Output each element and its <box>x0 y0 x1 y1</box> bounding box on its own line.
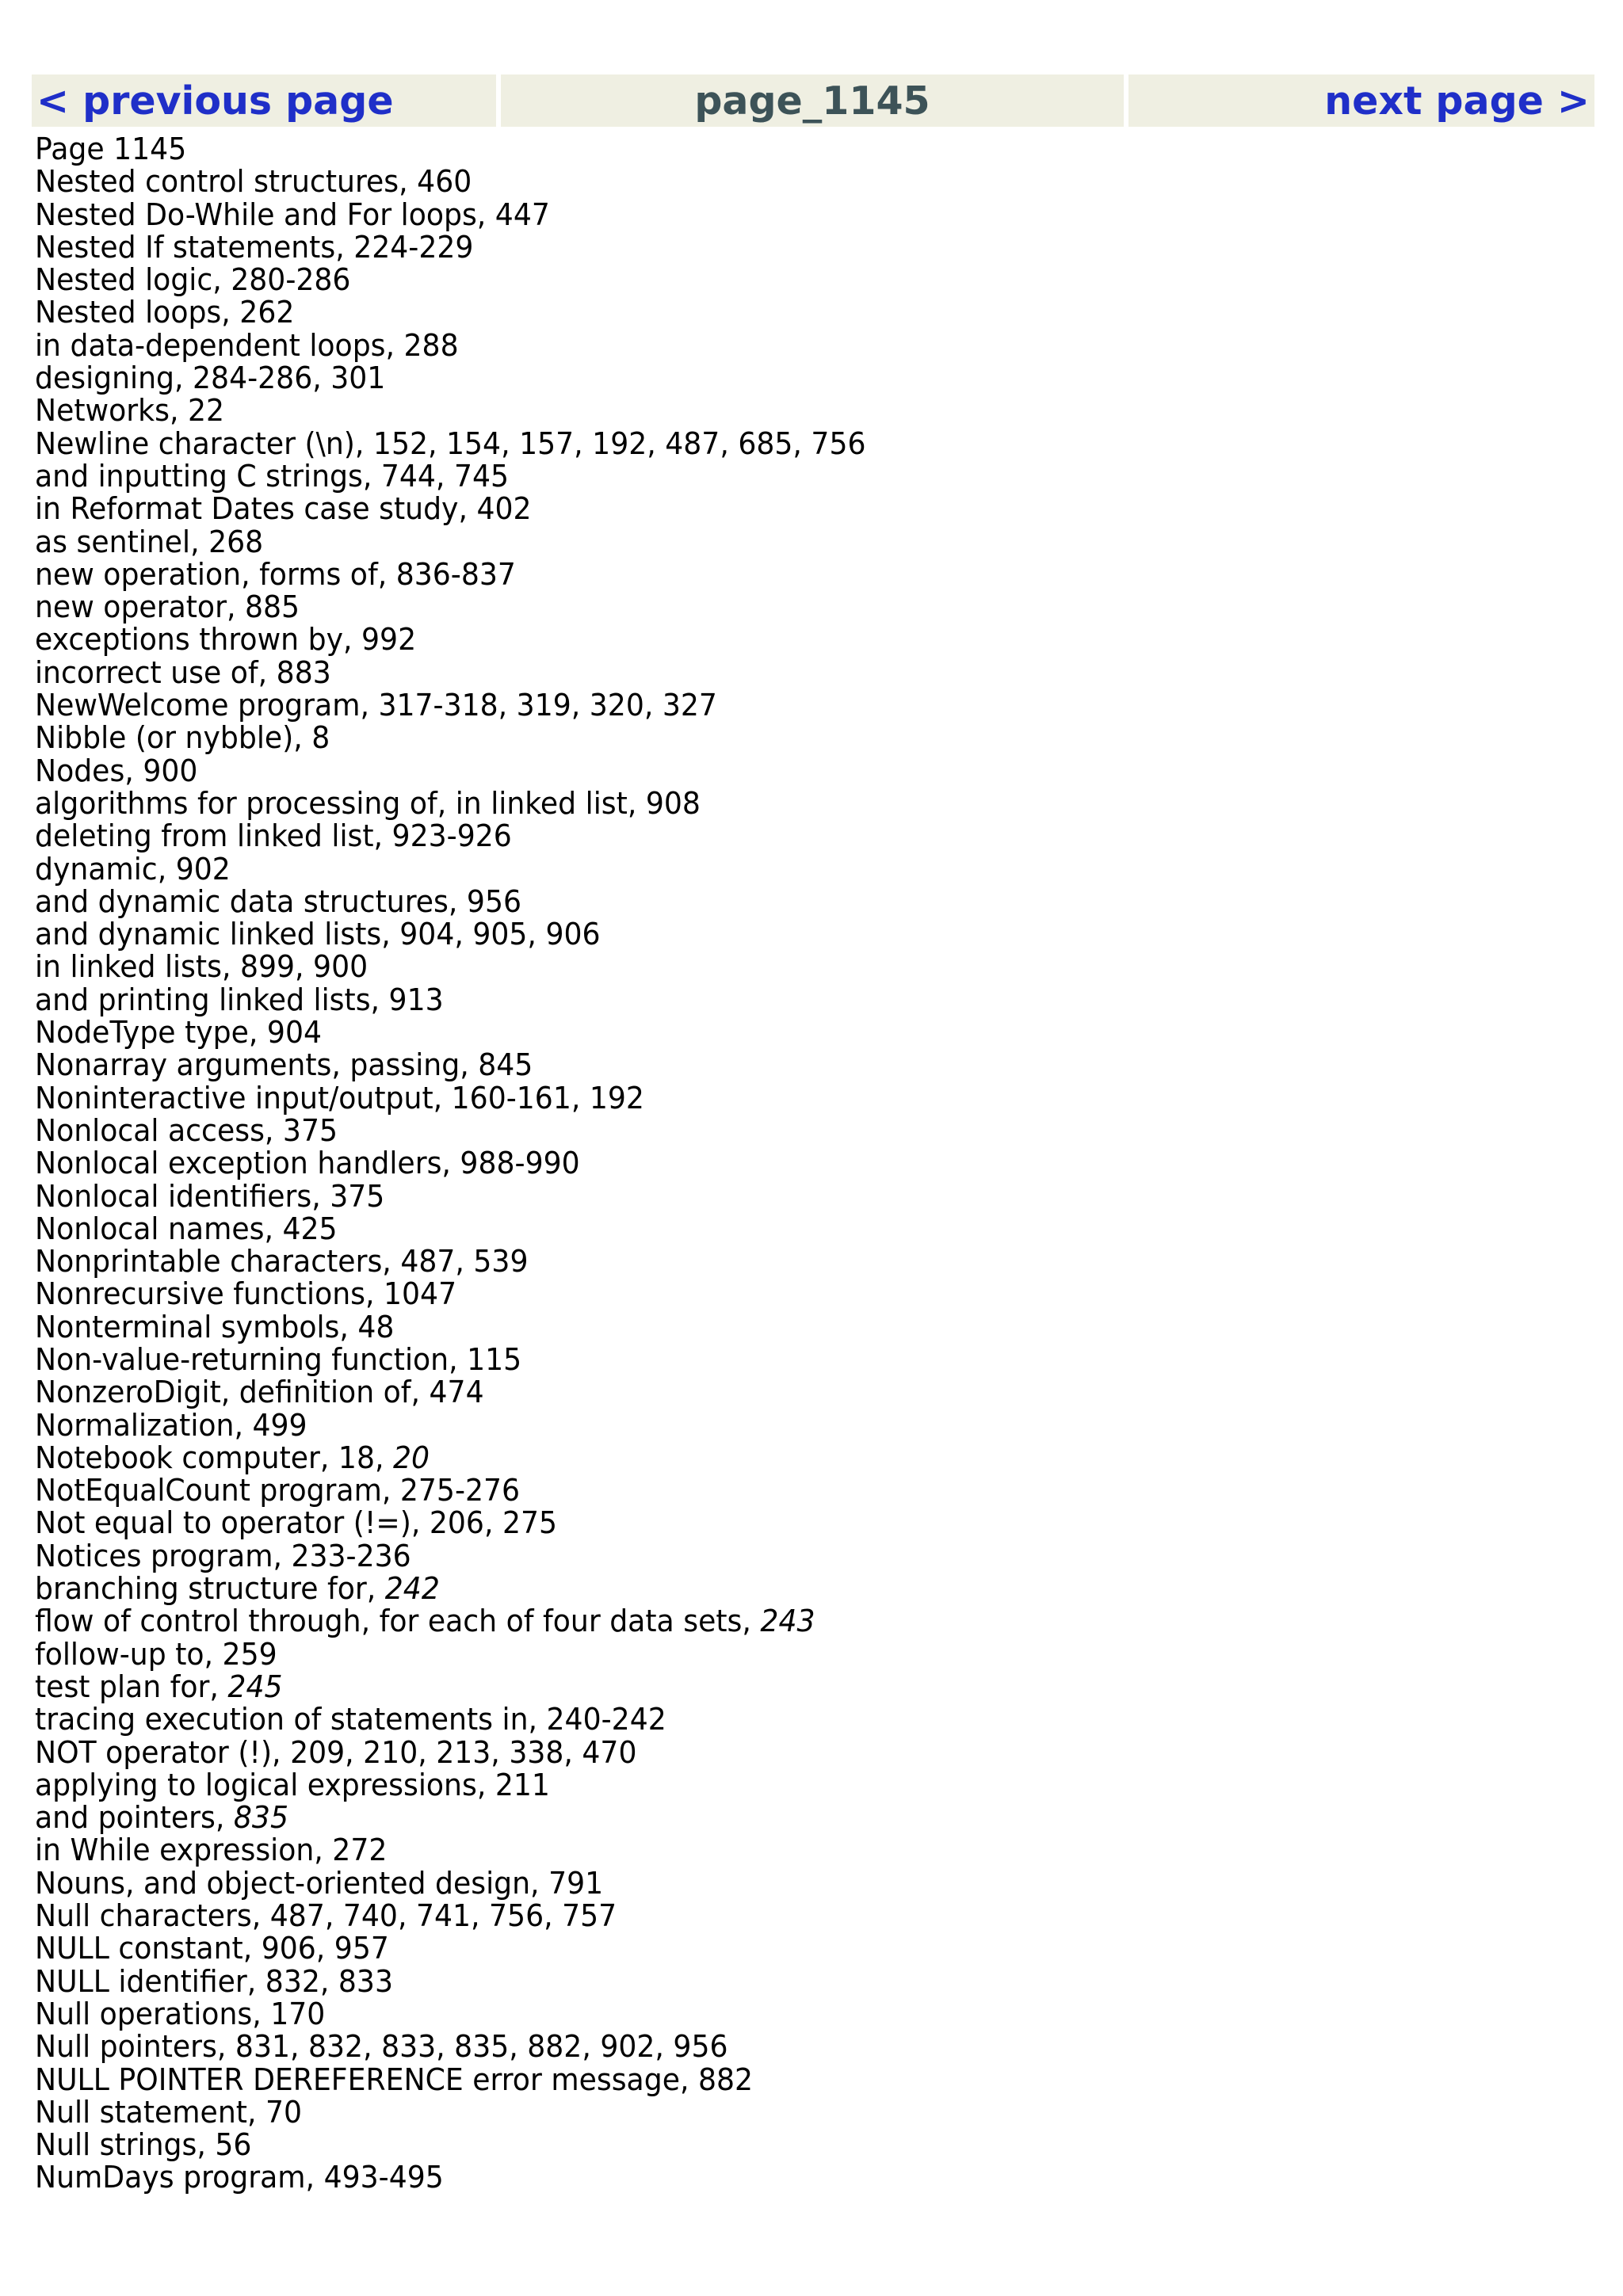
index-entry-text: and dynamic data structures, 956 <box>35 883 521 920</box>
index-entry-text: NewWelcome program, 317-318, 319, 320, 327 <box>35 688 717 724</box>
index-entry-text: Nibble (or nybble), 8 <box>35 720 330 757</box>
index-entry <box>35 1180 1480 1213</box>
index-entry-text: Nodes, 900 <box>35 753 198 789</box>
index-entry <box>35 166 1480 198</box>
index-entry <box>35 1276 1480 1313</box>
index-entry <box>35 1638 1480 1671</box>
index-entry-text: in linked lists, 899, 900 <box>35 949 369 986</box>
index-entry-text: Nonlocal identifiers, 375 <box>35 1178 385 1215</box>
index-entry-text: algorithms for processing of, in linked list, 908 <box>35 785 701 822</box>
index-entry <box>35 1213 1480 1245</box>
index-entry <box>35 1245 1480 1278</box>
index-entry <box>35 1734 1480 1771</box>
index-entry <box>35 2031 1480 2063</box>
index-entry <box>35 1834 1480 1867</box>
page-navigation-bar <box>32 74 1594 127</box>
index-entry <box>35 1442 1480 1474</box>
index-entry-text: in While expression, 272 <box>35 1833 388 1869</box>
previous-page-cell <box>32 74 496 127</box>
index-entry <box>35 755 1480 788</box>
index-entry-text: Nested loops, 262 <box>35 295 295 331</box>
index-entry <box>35 231 1480 264</box>
index-entry-text: Nested Do-While and For loops, 447 <box>35 196 550 233</box>
index-entry-text: NotEqualCount program, 275-276 <box>35 1473 521 1509</box>
index-entry-text: flow of control through, for each of four data sets, <box>35 1604 761 1640</box>
index-entry-text: applying to logical expressions, 211 <box>35 1767 550 1803</box>
index-entry-text: Null statement, 70 <box>35 2094 303 2130</box>
index-entry <box>35 1376 1480 1409</box>
index-entry <box>35 818 1480 855</box>
index-entry <box>35 296 1480 329</box>
index-entry-text: Noninteractive input/output, 160-161, 192 <box>35 1080 644 1116</box>
index-entry <box>35 2096 1480 2129</box>
index-entry <box>35 2061 1480 2098</box>
next-page-cell <box>1128 74 1594 127</box>
index-entry-text: NumDays program, 493-495 <box>35 2160 444 2196</box>
index-entry <box>35 2127 1480 2164</box>
italic-page-reference: 243 <box>760 1604 815 1640</box>
index-entry <box>35 1341 1480 1378</box>
index-entry-text: Networks, 22 <box>35 393 225 429</box>
index-entry <box>35 425 1480 462</box>
index-entry-text: tracing execution of statements in, 240-242 <box>35 1702 666 1738</box>
index-entry <box>35 262 1480 299</box>
page-title: page_1145 <box>694 78 930 124</box>
index-entry-text: Nested control structures, 460 <box>35 164 472 200</box>
index-entry <box>35 1147 1480 1180</box>
index-entry <box>35 2161 1480 2194</box>
page-title-cell <box>501 74 1124 127</box>
index-entry <box>35 526 1480 559</box>
index-entry-text: Nonlocal access, 375 <box>35 1112 338 1149</box>
index-entry-text: Null strings, 56 <box>35 2127 252 2164</box>
index-entry-text: and dynamic linked lists, 904, 905, 906 <box>35 917 601 953</box>
index-entry-text: Nonterminal symbols, 48 <box>35 1309 395 1345</box>
index-entry <box>35 1932 1480 1965</box>
index-entry-text: dynamic, 902 <box>35 851 231 887</box>
index-entry-text: deleting from linked list, 923-926 <box>35 818 512 855</box>
index-entry <box>35 1769 1480 1802</box>
index-entry <box>35 491 1480 528</box>
index-entry <box>35 918 1480 951</box>
italic-page-reference: 245 <box>227 1669 283 1705</box>
index-entry-text: Page 1145 <box>35 132 187 167</box>
index-entry-text: exceptions thrown by, 992 <box>35 622 417 658</box>
index-entry <box>35 1311 1480 1344</box>
index-entry-text: designing, 284-286, 301 <box>35 360 386 397</box>
index-entry-text: Notebook computer, 18, <box>35 1440 393 1476</box>
index-entry-text: and printing linked lists, 913 <box>35 982 444 1018</box>
index-entry-text: test plan for, <box>35 1669 228 1705</box>
index-entry-text: Nouns, and object-oriented design, 791 <box>35 1865 604 1901</box>
index-entry <box>35 1605 1480 1638</box>
index-entry-text: Non-value-returning function, 115 <box>35 1341 522 1378</box>
index-entry <box>35 327 1480 364</box>
index-entry <box>35 196 1480 233</box>
index-entry-text: NodeType type, 904 <box>35 1015 323 1051</box>
index-entry <box>35 1963 1480 2000</box>
index-entry <box>35 556 1480 593</box>
index-entry <box>35 689 1480 722</box>
index-entry-text: Nonprintable characters, 487, 539 <box>35 1244 529 1280</box>
index-entry-text: Nested logic, 280-286 <box>35 262 351 299</box>
index-entry <box>35 1540 1480 1573</box>
index-entry <box>35 1571 1480 1608</box>
index-entry <box>35 591 1480 624</box>
index-entry <box>35 1867 1480 1900</box>
index-entry <box>35 1474 1480 1507</box>
index-entry <box>35 1703 1480 1736</box>
index-entry <box>35 949 1480 986</box>
index-entry <box>35 460 1480 493</box>
index-entry <box>35 362 1480 395</box>
index-entry-text: Normalization, 499 <box>35 1407 307 1444</box>
page-number-heading <box>35 133 1480 166</box>
index-entry-text: NULL constant, 906, 957 <box>35 1931 389 1967</box>
index-entry <box>35 1409 1480 1442</box>
index-entry <box>35 1802 1480 1834</box>
index-entry-text: in data-dependent loops, 288 <box>35 327 459 364</box>
index-entry <box>35 395 1480 427</box>
index-entry-text: in Reformat Dates case study, 402 <box>35 491 532 528</box>
index-entry <box>35 1671 1480 1703</box>
next-page-link[interactable]: next page > <box>1324 78 1590 124</box>
index-entry <box>35 1112 1480 1149</box>
index-entry-text: and inputting C strings, 744, 745 <box>35 458 510 494</box>
index-entry-text: Null pointers, 831, 832, 833, 835, 882, 902, 956 <box>35 2029 728 2065</box>
index-entry-text: NULL POINTER DEREFERENCE error message, 882 <box>35 2061 754 2098</box>
index-entry-text: Null characters, 487, 740, 741, 756, 757 <box>35 1898 617 1935</box>
index-entry-text: Nonrecursive functions, 1047 <box>35 1276 457 1313</box>
index-entries <box>35 133 1572 2195</box>
index-entry-text: branching structure for, <box>35 1571 385 1608</box>
index-entry <box>35 1898 1480 1935</box>
index-entry <box>35 624 1480 656</box>
italic-page-reference: 242 <box>384 1571 440 1608</box>
italic-page-reference: 20 <box>392 1440 430 1476</box>
previous-page-link[interactable]: < previous page <box>36 78 394 124</box>
index-entry-text: NOT operator (!), 209, 210, 213, 338, 470 <box>35 1734 637 1771</box>
index-entry-text: Null operations, 170 <box>35 1996 326 2032</box>
index-entry-text: new operation, forms of, 836-837 <box>35 556 516 593</box>
index-entry <box>35 654 1480 691</box>
index-entry-text: NULL identifier, 832, 833 <box>35 1963 393 2000</box>
index-entry <box>35 883 1480 920</box>
index-entry-text: and pointers, <box>35 1800 234 1836</box>
index-entry <box>35 853 1480 886</box>
index-entry-text: follow-up to, 259 <box>35 1636 277 1672</box>
index-entry-text: Nonarray arguments, passing, 845 <box>35 1047 533 1084</box>
index-entry-text: Nonlocal names, 425 <box>35 1211 338 1247</box>
index-entry-text: Newline character (\n), 152, 154, 157, 192, 487, 685, 756 <box>35 425 866 462</box>
index-entry-text: new operator, 885 <box>35 589 300 626</box>
index-entry-text: Nonlocal exception handlers, 988-990 <box>35 1146 580 1182</box>
index-entry <box>35 1047 1480 1084</box>
italic-page-reference: 835 <box>233 1800 288 1836</box>
index-entry-text: NonzeroDigit, definition of, 474 <box>35 1375 484 1411</box>
index-entry <box>35 720 1480 757</box>
index-entry-text: Nested If statements, 224-229 <box>35 229 474 265</box>
index-entry-text: as sentinel, 268 <box>35 524 264 560</box>
index-entry <box>35 785 1480 822</box>
index-entry-text: incorrect use of, 883 <box>35 654 331 691</box>
index-entry <box>35 1505 1480 1542</box>
index-entry <box>35 1016 1480 1049</box>
index-entry-text: Not equal to operator (!=), 206, 275 <box>35 1505 558 1542</box>
index-entry <box>35 1998 1480 2031</box>
index-entry <box>35 984 1480 1016</box>
index-entry-text: Notices program, 233-236 <box>35 1538 411 1574</box>
index-entry <box>35 1082 1480 1115</box>
